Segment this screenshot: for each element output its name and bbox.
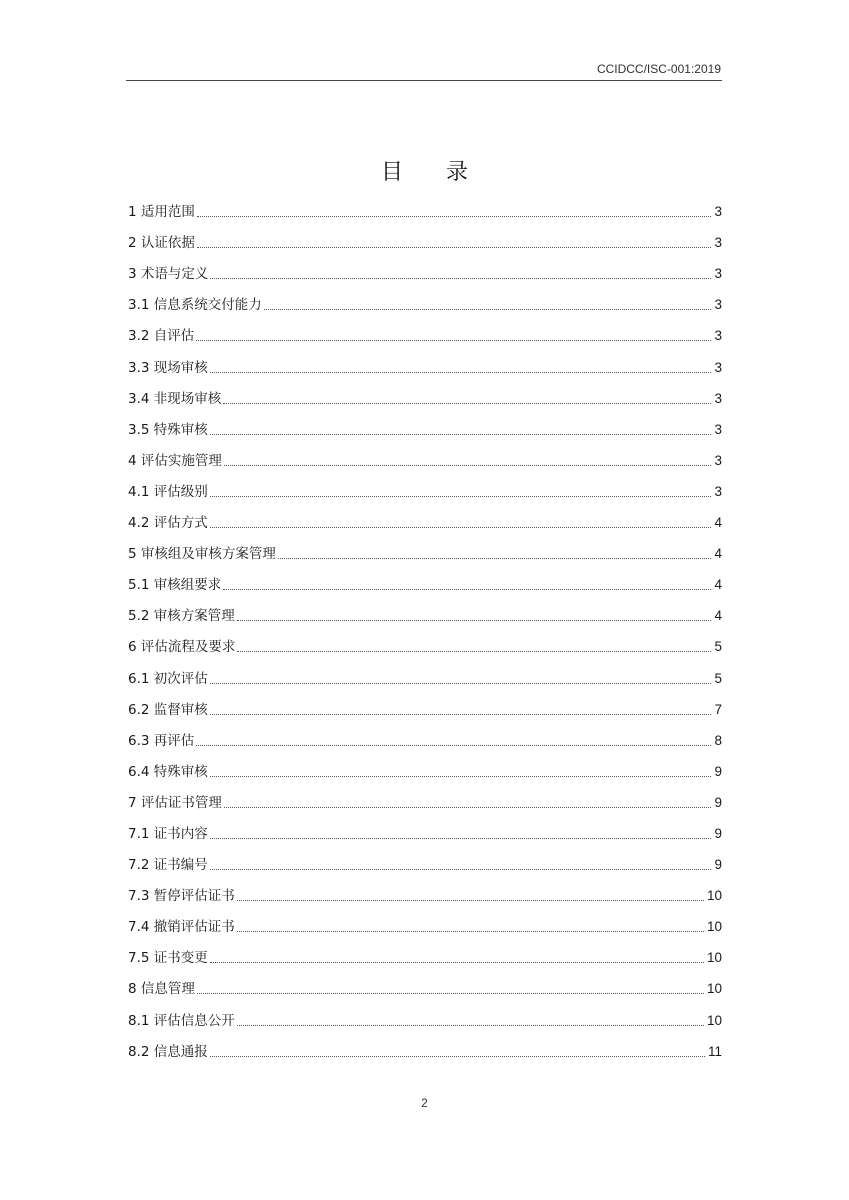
toc-entry-label: 6.3 再评估 <box>128 732 195 749</box>
toc-leader-dots <box>237 1025 704 1026</box>
toc-leader-dots <box>210 776 712 777</box>
toc-entry-label: 4 评估实施管理 <box>128 452 222 469</box>
toc-entry-label: 3.5 特殊审核 <box>128 421 208 438</box>
toc-entry[interactable] <box>128 752 722 783</box>
toc-entry[interactable] <box>128 192 722 223</box>
toc-entry[interactable] <box>128 627 722 658</box>
toc-leader-dots <box>237 931 704 932</box>
toc-entry-label: 5 审核组及审核方案管理 <box>128 546 276 563</box>
toc-entry-label: 6 评估流程及要求 <box>128 639 236 656</box>
toc-entry[interactable] <box>128 534 722 565</box>
toc-entry-label: 7.2 证书编号 <box>128 857 208 874</box>
toc-entry-label: 1 适用范围 <box>128 204 195 221</box>
toc-entry-page: 9 <box>714 857 722 873</box>
toc-entry-page: 3 <box>714 452 722 468</box>
toc-entry-page: 5 <box>714 670 722 686</box>
toc-entry-label: 7.4 撤销评估证书 <box>128 919 235 936</box>
toc-entry-page: 4 <box>714 608 722 624</box>
toc-entry-label: 8 信息管理 <box>128 981 195 998</box>
toc-entry[interactable] <box>128 876 722 907</box>
toc-entry-page: 3 <box>714 266 722 282</box>
toc-leader-dots <box>210 1056 705 1057</box>
toc-entry[interactable] <box>128 721 722 752</box>
toc-entry-page: 4 <box>714 515 722 531</box>
toc-entry[interactable] <box>128 845 722 876</box>
toc-leader-dots <box>210 278 711 279</box>
toc-leader-dots <box>196 340 711 341</box>
toc-leader-dots <box>210 527 712 528</box>
toc-entry-label: 3.1 信息系统交付能力 <box>128 297 262 314</box>
toc-entry[interactable] <box>128 690 722 721</box>
toc-leader-dots <box>210 372 712 373</box>
toc-title: 目 录 <box>381 160 486 185</box>
toc-entry-label: 6.1 初次评估 <box>128 670 208 687</box>
toc-entry-label: 7.1 证书内容 <box>128 825 208 842</box>
toc-entry[interactable] <box>128 410 722 441</box>
toc-entry-page: 3 <box>714 421 722 437</box>
toc-entry[interactable] <box>128 379 722 410</box>
toc-leader-dots <box>210 714 712 715</box>
toc-leader-dots <box>237 900 704 901</box>
toc-entry-label: 8.2 信息通报 <box>128 1043 208 1060</box>
toc-entry-page: 3 <box>714 204 722 220</box>
toc-entry[interactable] <box>128 596 722 627</box>
document-code: CCIDCC/ISC-001:2019 <box>596 62 721 76</box>
toc-entry-page: 3 <box>714 328 722 344</box>
toc-entry-label: 7.5 证书变更 <box>128 950 208 967</box>
toc-entry-label: 8.1 评估信息公开 <box>128 1012 235 1029</box>
toc-entry[interactable] <box>128 316 722 347</box>
toc-entry-label: 6.2 监督审核 <box>128 701 208 718</box>
toc-leader-dots <box>278 558 712 559</box>
toc-entry-page: 3 <box>714 390 722 406</box>
toc-entry[interactable] <box>128 907 722 938</box>
toc-entry-page: 11 <box>707 1043 722 1059</box>
toc-entry-label: 6.4 特殊审核 <box>128 763 208 780</box>
toc-entry-page: 3 <box>714 483 722 499</box>
page-number: 2 <box>421 1096 428 1110</box>
toc-entry-page: 10 <box>706 919 722 935</box>
toc-entry[interactable] <box>128 441 722 472</box>
toc-entry[interactable] <box>128 1032 722 1063</box>
toc-leader-dots <box>197 993 704 994</box>
header-rule <box>126 80 722 81</box>
toc-entry-label: 7.3 暂停评估证书 <box>128 888 235 905</box>
toc-entry-label: 2 认证依据 <box>128 235 195 252</box>
toc-entry-page: 10 <box>706 981 722 997</box>
toc-leader-dots <box>223 589 711 590</box>
toc-entry-page: 3 <box>714 359 722 375</box>
toc-entry-label: 3.3 现场审核 <box>128 359 208 376</box>
toc-entry-page: 4 <box>714 577 722 593</box>
toc-leader-dots <box>224 807 712 808</box>
toc-leader-dots <box>223 403 711 404</box>
toc-entry[interactable] <box>128 472 722 503</box>
toc-entry-label: 3 术语与定义 <box>128 266 209 283</box>
toc-leader-dots <box>264 309 712 310</box>
toc-entry[interactable] <box>128 254 722 285</box>
toc-leader-dots <box>210 496 712 497</box>
toc-entry[interactable] <box>128 658 722 689</box>
toc-entry[interactable] <box>128 565 722 596</box>
toc-entry[interactable] <box>128 223 722 254</box>
toc-entry-page: 9 <box>714 825 722 841</box>
toc-entry-page: 9 <box>714 794 722 810</box>
toc-leader-dots <box>224 465 712 466</box>
toc-entry-page: 5 <box>714 639 722 655</box>
toc-leader-dots <box>210 869 712 870</box>
toc-entry-page: 8 <box>714 732 722 748</box>
toc-entry-label: 3.2 自评估 <box>128 328 195 345</box>
toc-leader-dots <box>210 683 712 684</box>
toc-entry[interactable] <box>128 969 722 1000</box>
toc-entry-page: 9 <box>714 763 722 779</box>
toc-entry-page: 3 <box>714 297 722 313</box>
toc-entry[interactable] <box>128 938 722 969</box>
toc-entry-page: 4 <box>714 546 722 562</box>
toc-entry-label: 4.2 评估方式 <box>128 515 208 532</box>
toc-leader-dots <box>210 962 704 963</box>
toc-entry-page: 7 <box>714 701 722 717</box>
toc-entry[interactable] <box>128 285 722 316</box>
toc-entry-page: 10 <box>706 950 722 966</box>
toc-leader-dots <box>197 247 712 248</box>
toc-leader-dots <box>196 745 711 746</box>
toc-entry[interactable] <box>128 1000 722 1031</box>
table-of-contents <box>128 192 722 1063</box>
toc-leader-dots <box>210 434 712 435</box>
toc-entry-label: 4.1 评估级别 <box>128 483 208 500</box>
toc-entry-page: 10 <box>706 888 722 904</box>
toc-entry[interactable] <box>128 783 722 814</box>
toc-entry-page: 10 <box>706 1012 722 1028</box>
toc-leader-dots <box>197 216 712 217</box>
toc-entry[interactable] <box>128 814 722 845</box>
toc-entry[interactable] <box>128 347 722 378</box>
toc-entry-page: 3 <box>714 235 722 251</box>
toc-leader-dots <box>237 620 712 621</box>
toc-entry-label: 7 评估证书管理 <box>128 794 222 811</box>
toc-entry-label: 5.2 审核方案管理 <box>128 608 235 625</box>
toc-leader-dots <box>237 651 711 652</box>
toc-leader-dots <box>210 838 712 839</box>
toc-entry-label: 3.4 非现场审核 <box>128 390 222 407</box>
toc-entry[interactable] <box>128 503 722 534</box>
toc-entry-label: 5.1 审核组要求 <box>128 577 222 594</box>
